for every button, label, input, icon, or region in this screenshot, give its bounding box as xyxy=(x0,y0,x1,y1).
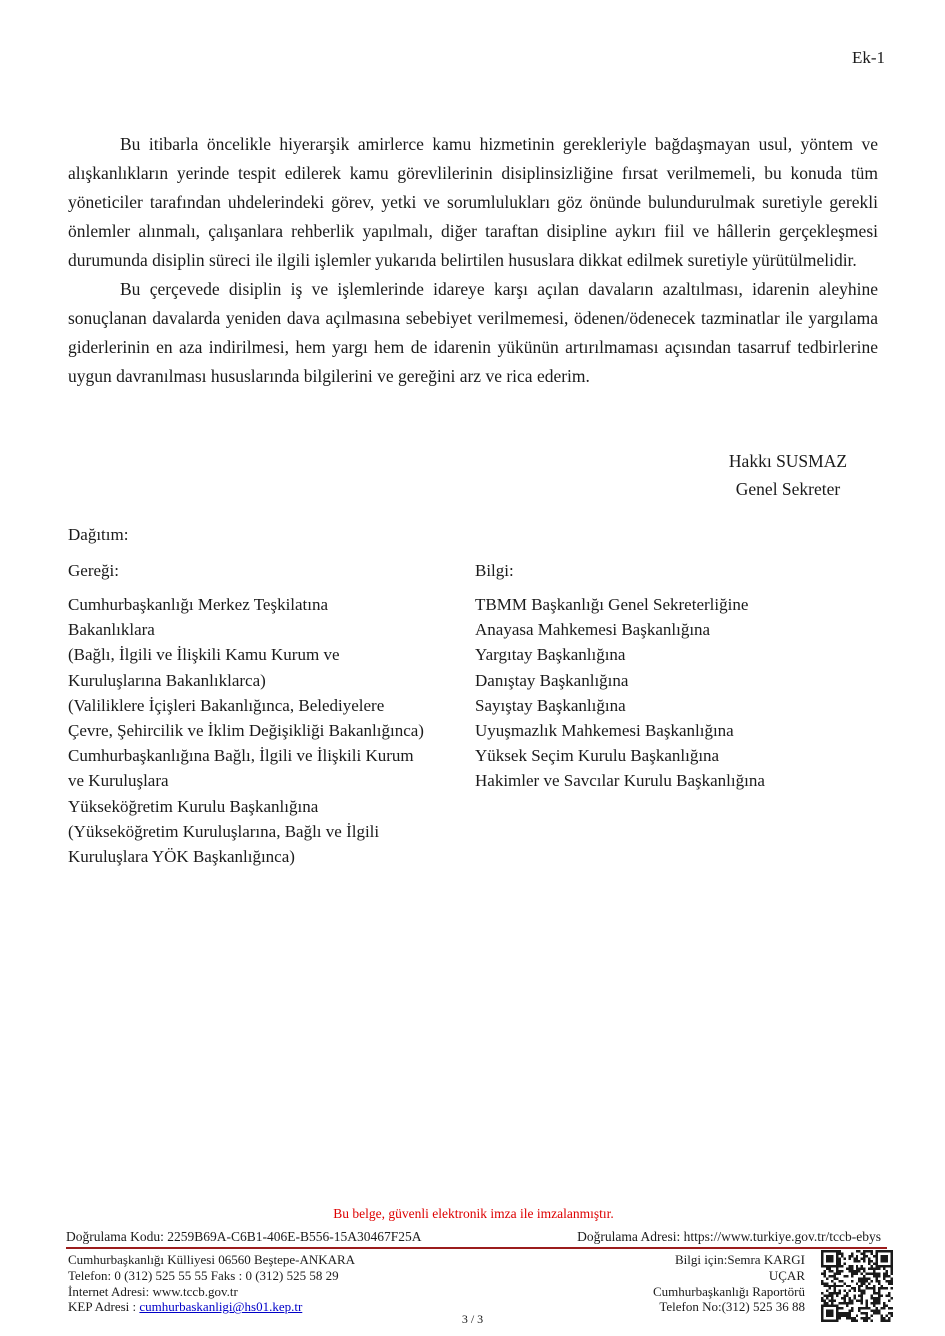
signature-block xyxy=(693,447,883,503)
distribution-item: (Bağlı, İlgili ve İlişkili Kamu Kurum ve xyxy=(68,645,340,665)
verification-section xyxy=(66,1206,881,1245)
distribution-action-column xyxy=(68,558,475,869)
action-column-heading: Gereği: xyxy=(68,561,119,580)
distribution-item: Sayıştay Başkanlığına xyxy=(475,695,626,715)
contact-title-line: Cumhurbaşkanlığı Raportörü xyxy=(652,1283,805,1299)
distribution-item: (Yükseköğretim Kuruluşlarına, Bağlı ve İlgili xyxy=(68,821,380,841)
distribution-item: Bakanlıklara xyxy=(68,620,155,640)
distribution-item: Yükseköğretim Kurulu Başkanlığına xyxy=(68,796,319,816)
distribution-heading: Dağıtım: xyxy=(68,525,129,544)
distribution-info-column xyxy=(475,558,880,869)
distribution-item: Kuruluşlara YÖK Başkanlığınca) xyxy=(68,847,295,867)
distribution-item: (Valiliklere İçişleri Bakanlığınca, Belediyelere xyxy=(68,695,385,715)
distribution-item: Anayasa Mahkemesi Başkanlığına xyxy=(475,620,711,640)
footer-contact-block xyxy=(653,1252,805,1315)
body-paragraph-2: Bu çerçevede disiplin iş ve işlemlerinde idareye karşı açılan davaların azaltılması, idarenin aleyhine sonuçlanan davalarda yeniden dava açılmasına sebebiyet verilmemesi, ödenen/ödenecek tazminatlar ile yargılama giderlerinin en aza indirilmesi, hem yargı hem de idarenin yükünün artırılmaması açısından tasarruf tedbirlerine uygun davranılması hususlarında bilgilerini ve gereğini arz ve rica ederim. xyxy=(68,279,878,386)
signer-name: Hakkı SUSMAZ xyxy=(728,451,848,471)
verification-code: Doğrulama Kodu: 2259B69A-C6B1-406E-B556-15A30467F25A xyxy=(66,1229,422,1244)
distribution-item: TBMM Başkanlığı Genel Sekreterliğine xyxy=(475,595,749,614)
e-signature-notice: Bu belge, güvenli elektronik imza ile imzalanmıştır. xyxy=(333,1206,614,1221)
distribution-item: Uyuşmazlık Mahkemesi Başkanlığına xyxy=(475,721,734,741)
distribution-section xyxy=(68,522,880,869)
distribution-item: Danıştay Başkanlığına xyxy=(475,670,629,690)
footer-address-line: Cumhurbaşkanlığı Külliyesi 06560 Beştepe-ANKARA xyxy=(68,1252,356,1267)
footer-address-block xyxy=(68,1252,355,1315)
distribution-item: Yüksek Seçim Kurulu Başkanlığına xyxy=(475,746,720,766)
contact-person-line2: UÇAR xyxy=(768,1267,805,1283)
footer-web-line: İnternet Adresi: www.tccb.gov.tr xyxy=(68,1283,238,1299)
kep-label: KEP Adresi : xyxy=(68,1299,140,1315)
page-number: 3 / 3 xyxy=(461,1312,484,1326)
body-paragraph-1: Bu itibarla öncelikle hiyerarşik amirlerce kamu hizmetinin gerekleriyle bağdaşmayan usul, yöntem ve alışkanlıkların yerinde tespit edilerek kamu görevlilerinin disiplinsizliğine fırsat verilmemeli, bu konuda tüm yöneticiler tarafından uhdelerindeki görev, yetki ve sorumlulukları göz önünde bulundurulmak suretiyle gerekli önlemler alınmalı, çalışanlara rehberlik yapılmalı, diğer taraftan disipline aykırı fiil ve hâllerin gerçekleşmesi durumunda disiplin süreci ile ilgili işlemler yukarıda belirtilen hususlara dikkat edilmek suretiyle yürütülmelidir. xyxy=(68,134,878,270)
distribution-item: Hakimler ve Savcılar Kurulu Başkanlığına xyxy=(475,771,765,791)
footer-phone-line: Telefon: 0 (312) 525 55 55 Faks : 0 (312) 525 58 29 xyxy=(68,1267,339,1283)
distribution-item: ve Kuruluşlara xyxy=(68,771,169,791)
letter-body xyxy=(68,130,878,391)
distribution-item: Yargıtay Başkanlığına xyxy=(475,645,626,665)
verification-address: Doğrulama Adresi: https://www.turkiye.gov.tr/tccb-ebys xyxy=(577,1229,881,1244)
distribution-item: Kuruluşlarına Bakanlıklarca) xyxy=(68,670,266,690)
distribution-item: Cumhurbaşkanlığına Bağlı, İlgili ve İlişkili Kurum xyxy=(68,746,414,766)
annex-label: Ek-1 xyxy=(851,48,885,67)
footer-divider xyxy=(66,1247,887,1249)
distribution-item: Cumhurbaşkanlığı Merkez Teşkilatına xyxy=(68,595,329,614)
contact-phone-line: Telefon No:(312) 525 36 88 xyxy=(659,1299,805,1315)
contact-person-line: Bilgi için:Semra KARGI xyxy=(675,1252,805,1267)
distribution-item: Çevre, Şehircilik ve İklim Değişikliği Bakanlığınca) xyxy=(68,721,424,741)
kep-address-link[interactable]: cumhurbaskanligi@hs01.kep.tr xyxy=(139,1299,303,1315)
info-column-heading: Bilgi: xyxy=(475,561,514,580)
signer-title: Genel Sekreter xyxy=(735,479,841,499)
